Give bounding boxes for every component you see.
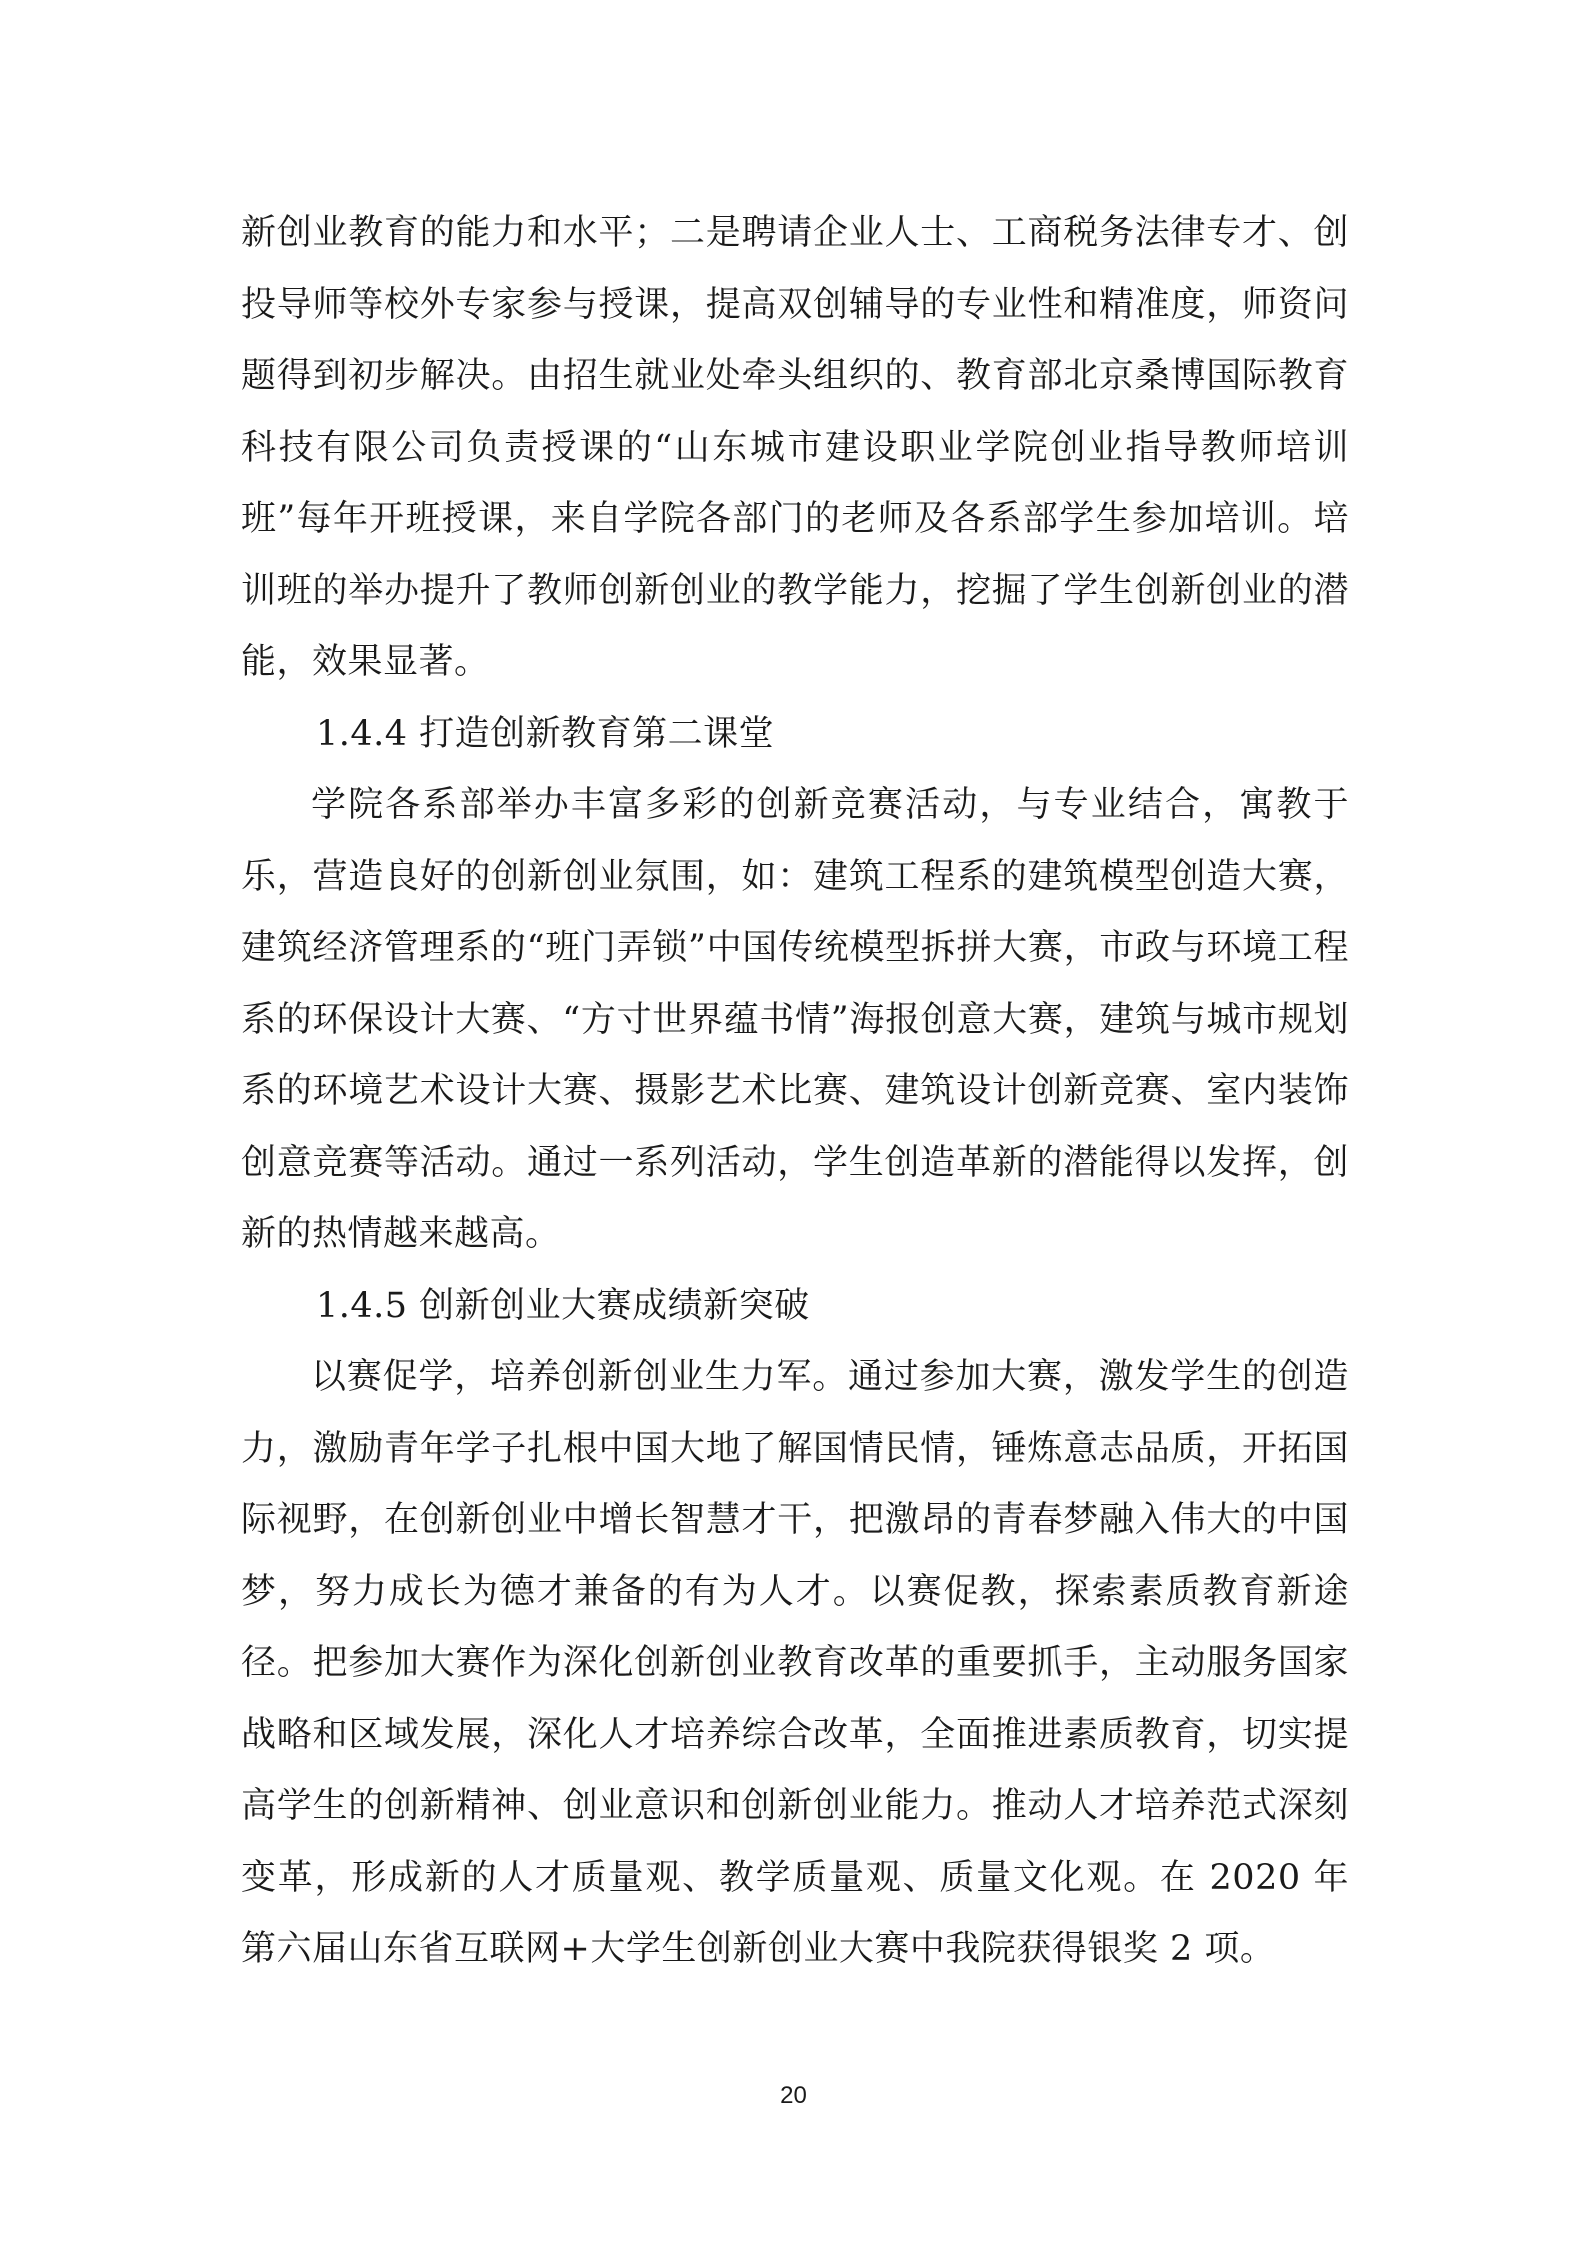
body-text: [241, 198, 1349, 1986]
paragraph-competition: 以赛促学，培养创新创业生力军。通过参加大赛，激发学生的创造力，激励青年学子扎根中国大地了解国情民情，锤炼意志品质，开拓国际视野，在创新创业中增长智慧才干，把激昂的青春梦融入伟大的中国梦，努力成长为德才兼备的有为人才。以赛促教，探索素质教育新途径。把参加大赛作为深化创新创业教育改革的重要抓手，主动服务国家战略和区域发展，深化人才培养综合改革，全面推进素质教育，切实提高学生的创新精神、创业意识和创新创业能力。推动人才培养范式深刻变革，形成新的人才质量观、教学质量观、质量文化观。在 2020 年第六届山东省互联网+大学生创新创业大赛中我院获得银奖 2 项。: [241, 1357, 1349, 1969]
section-heading-1-4-5: 1.4.5 创新创业大赛成绩新突破: [316, 1285, 810, 1326]
section-heading-1-4-4: 1.4.4 打造创新教育第二课堂: [316, 713, 775, 754]
paragraph-second-classroom: 学院各系部举办丰富多彩的创新竞赛活动，与专业结合，寓教于乐，营造良好的创新创业氛围，如：建筑工程系的建筑模型创造大赛，建筑经济管理系的“班门弄锁”中国传统模型拆拼大赛，市政与环境工程系的环保设计大赛、“方寸世界蕴书情”海报创意大赛，建筑与城市规划系的环境艺术设计大赛、摄影艺术比赛、建筑设计创新竞赛、室内装饰创意竞赛等活动。通过一系列活动，学生创造革新的潜能得以发挥，创新的热情越来越高。: [241, 785, 1349, 1254]
paragraph-continued: 新创业教育的能力和水平；二是聘请企业人士、工商税务法律专才、创投导师等校外专家参与授课，提高双创辅导的专业性和精准度，师资问题得到初步解决。由招生就业处牵头组织的、教育部北京桑博国际教育科技有限公司负责授课的“山东城市建设职业学院创业指导教师培训班”每年开班授课，来自学院各部门的老师及各系部学生参加培训。培训班的举办提升了教师创新创业的教学能力，挖掘了学生创新创业的潜能，效果显著。: [241, 213, 1349, 682]
page-number: 20: [780, 2082, 807, 2109]
